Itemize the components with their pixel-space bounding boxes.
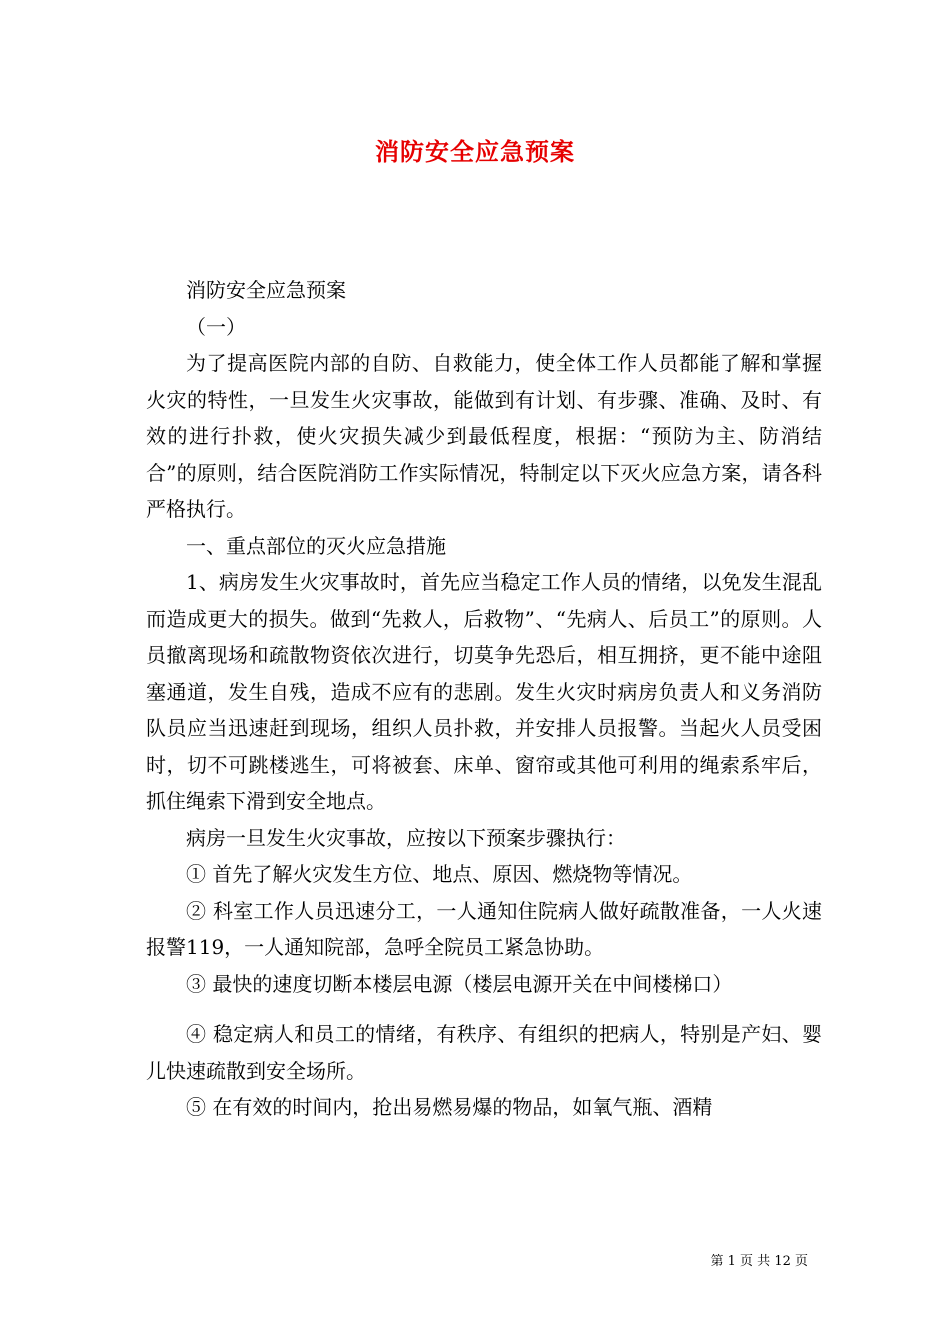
step-2-paragraph: ② 科室工作人员迅速分工，一人通知住院病人做好疏散准备，一人火速报警119，一人通知院部，急呼全院员工紧急协助。: [146, 898, 822, 959]
document-body: [146, 272, 822, 1126]
ward-fire-paragraph: 1、病房发生火灾事故时，首先应当稳定工作人员的情绪，以免发生混乱而造成更大的损失。做到“先救人，后救物”、“先病人、后员工”的原则。人员撤离现场和疏散物资依次进行，切莫争先恐后，相互拥挤，更不能中途阻塞通道，发生自残，造成不应有的悲剧。发生火灾时病房负责人和义务消防队员应当迅速赶到现场，组织人员扑救，并安排人员报警。当起火人员受困时，切不可跳楼逃生，可将被套、床单、窗帘或其他可利用的绳索系牢后，抓住绳索下滑到安全地点。: [146, 570, 822, 813]
document-title: 消防安全应急预案: [375, 137, 575, 166]
step-1-paragraph: ① 首先了解火灾发生方位、地点、原因、燃烧物等情况。: [186, 862, 693, 886]
steps-intro-paragraph: 病房一旦发生火灾事故，应按以下预案步骤执行：: [186, 825, 626, 850]
subtitle-paragraph: 消防安全应急预案: [186, 278, 346, 302]
section-number-paragraph: （一）: [186, 314, 246, 339]
section-heading-paragraph: 一、重点部位的灭火应急措施: [186, 533, 446, 558]
step-4-paragraph: ④ 稳定病人和员工的情绪，有秩序、有组织的把病人，特别是产妇、婴儿快速疏散到安全场所。: [146, 1022, 822, 1083]
page-number-footer: 第 1 页 共 12 页: [710, 1254, 808, 1269]
step-3-paragraph: ③ 最快的速度切断本楼层电源（楼层电源开关在中间楼梯口）: [186, 971, 733, 996]
step-5-paragraph: ⑤ 在有效的时间内，抢出易燃易爆的物品，如氧气瓶、酒精: [186, 1095, 713, 1119]
intro-paragraph: 为了提高医院内部的自防、自救能力，使全体工作人员都能了解和掌握火灾的特性，一旦发生火灾事故，能做到有计划、有步骤、准确、及时、有效的进行扑救，使火灾损失减少到最低程度，根据：“预防为主、防消结合”的原则，结合医院消防工作实际情况，特制定以下灭火应急方案，请各科严格执行。: [146, 351, 822, 521]
